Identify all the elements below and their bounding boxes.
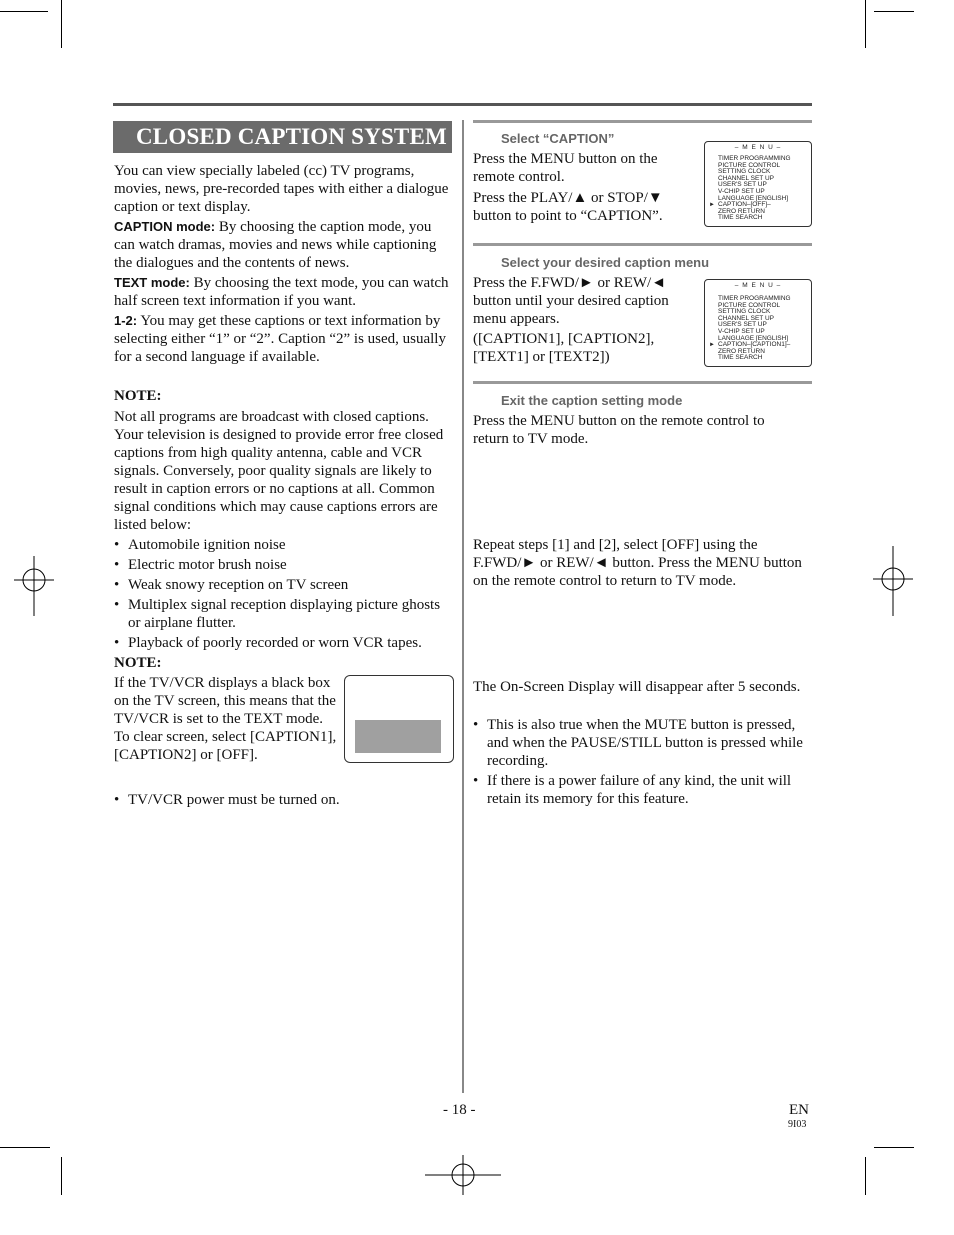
note-bullet-list — [114, 536, 444, 652]
registration-mark — [14, 556, 54, 616]
note-bullet-list — [114, 791, 444, 809]
list-item: • Multiplex signal reception displaying picture ghosts or airplane flutter. — [114, 596, 444, 632]
step-text: Press the F.FWD/► or REW/◄ button until your desired caption menu appears. — [473, 275, 669, 327]
list-item: • TV/VCR power must be turned on. — [114, 791, 444, 809]
menu-item: CAPTION–[OFF]– — [718, 201, 771, 209]
pointer-icon: ► — [709, 342, 715, 348]
menu-item: LANGUAGE [ENGLISH] — [718, 334, 789, 342]
one-two-para — [114, 312, 454, 366]
registration-mark — [873, 546, 913, 616]
cancel-text: Repeat steps [1] and [2], select [OFF] using the F.FWD/► or REW/◄ button. Press the MENU button on the remote control to return to TV mode. — [473, 537, 802, 589]
crop-mark — [61, 1157, 62, 1195]
menu-item: V-CHIP SET UP — [718, 327, 765, 335]
menu-item: SETTING CLOCK — [718, 308, 771, 316]
list-item: • Electric motor brush noise — [114, 556, 444, 574]
menu-item: USER'S SET UP — [718, 181, 767, 189]
menu-title: – M E N U – — [734, 144, 782, 151]
menu-item: TIMER PROGRAMMING — [718, 295, 791, 302]
menu-item: CHANNEL SET UP — [718, 174, 774, 182]
list-item: • This is also true when the MUTE button is pressed, and when the PAUSE/STILL button is pressed while recording. — [473, 716, 811, 770]
step-heading: Select “CAPTION” — [501, 131, 615, 146]
crop-mark — [865, 1157, 866, 1195]
menu-item: PICTURE CONTROL — [718, 301, 781, 309]
menu-item: TIMER PROGRAMMING — [718, 155, 791, 162]
pointer-icon: ► — [709, 202, 715, 208]
step-bar — [473, 381, 812, 384]
crop-mark — [874, 1147, 914, 1148]
text-mode-para — [114, 274, 454, 310]
step-text: Press the PLAY/▲ or STOP/▼ button to point to “CAPTION”. — [473, 190, 663, 224]
menu-item: SETTING CLOCK — [718, 168, 771, 176]
caption-mode-text: By choosing the caption mode, you can watch dramas, movies and news while captioning the dialogues and the contents of news. — [114, 219, 437, 271]
menu-item: V-CHIP SET UP — [718, 187, 765, 195]
column-divider — [462, 120, 464, 1093]
menu-item: PICTURE CONTROL — [718, 161, 781, 169]
text-mode-text: By choosing the text mode, you can watch half screen text information if you want. — [114, 275, 449, 309]
caption-mode-para — [114, 218, 454, 272]
crop-mark — [865, 0, 866, 48]
menu-item: CHANNEL SET UP — [718, 314, 774, 322]
page-title: CLOSED CAPTION SYSTEM — [113, 121, 452, 153]
step-heading: Select your desired caption menu — [501, 255, 710, 270]
osd-text: The On-Screen Display will disappear after 5 seconds. — [473, 679, 801, 695]
menu-item: ZERO RETURN — [718, 207, 765, 215]
page-number: - 18 - — [443, 1102, 476, 1118]
caption-mode-label: CAPTION mode: — [114, 219, 216, 234]
registration-mark — [425, 1155, 501, 1195]
note-body: Not all programs are broadcast with closed captions. Your television is designed to provide error free closed captions from high quality antenna, cable and VCR signals. Conversely, poor quality signals are likely to result in caption errors or no captions at all. Common signal conditions which may cause captions errors are listed below: — [114, 409, 444, 533]
model-code: 9I03 — [788, 1119, 807, 1130]
list-item: • Playback of poorly recorded or worn VCR tapes. — [114, 634, 444, 652]
step-bar — [473, 120, 812, 123]
step-text: Press the MENU button on the remote control. — [473, 151, 658, 185]
menu-item: TIME SEARCH — [718, 214, 763, 222]
one-two-label: 1-2: — [114, 313, 138, 328]
menu-item: TIME SEARCH — [718, 354, 763, 362]
step-text: Press the MENU button on the remote control to return to TV mode. — [473, 413, 765, 447]
crop-mark — [61, 0, 62, 48]
menu-item: LANGUAGE [ENGLISH] — [718, 194, 789, 202]
list-item: • Automobile ignition noise — [114, 536, 444, 554]
menu-title: – M E N U – — [734, 282, 782, 289]
menu-item: CAPTION–[CAPTION1]– — [718, 341, 791, 349]
one-two-text: You may get these captions or text information by selecting either “1” or “2”. Caption “2” is used, usually for a second language if available. — [114, 313, 446, 365]
menu-items — [718, 296, 791, 362]
black-box-illustration — [355, 720, 441, 753]
osd-bullet-list — [473, 716, 811, 808]
menu-item: ZERO RETURN — [718, 347, 765, 355]
crop-mark — [0, 1147, 50, 1148]
step-heading: Exit the caption setting mode — [501, 393, 683, 408]
language-code: EN — [789, 1102, 809, 1118]
intro-text: You can view specially labeled (cc) TV programs, movies, news, pre-recorded tapes with either a dialogue caption or text display. — [114, 163, 449, 215]
list-item: • Weak snowy reception on TV screen — [114, 576, 444, 594]
note-heading: NOTE: — [114, 388, 162, 404]
menu-screen — [704, 279, 812, 367]
step-text: ([CAPTION1], [CAPTION2], [TEXT1] or [TEXT2]) — [473, 331, 655, 365]
top-rule — [113, 103, 812, 106]
note-heading: NOTE: — [114, 655, 162, 671]
note-body: If the TV/VCR displays a black box on the TV screen, this means that the TV/VCR is set to the TEXT mode. To clear screen, select [CAPTION1], [CAPTION2] or [OFF]. — [114, 675, 337, 763]
menu-item: USER'S SET UP — [718, 321, 767, 329]
step-bar — [473, 243, 812, 246]
crop-mark — [0, 11, 48, 12]
menu-items — [718, 156, 791, 222]
text-mode-label: TEXT mode: — [114, 275, 190, 290]
crop-mark — [874, 11, 914, 12]
menu-screen — [704, 141, 812, 227]
list-item: • If there is a power failure of any kind, the unit will retain its memory for this feature. — [473, 772, 811, 808]
